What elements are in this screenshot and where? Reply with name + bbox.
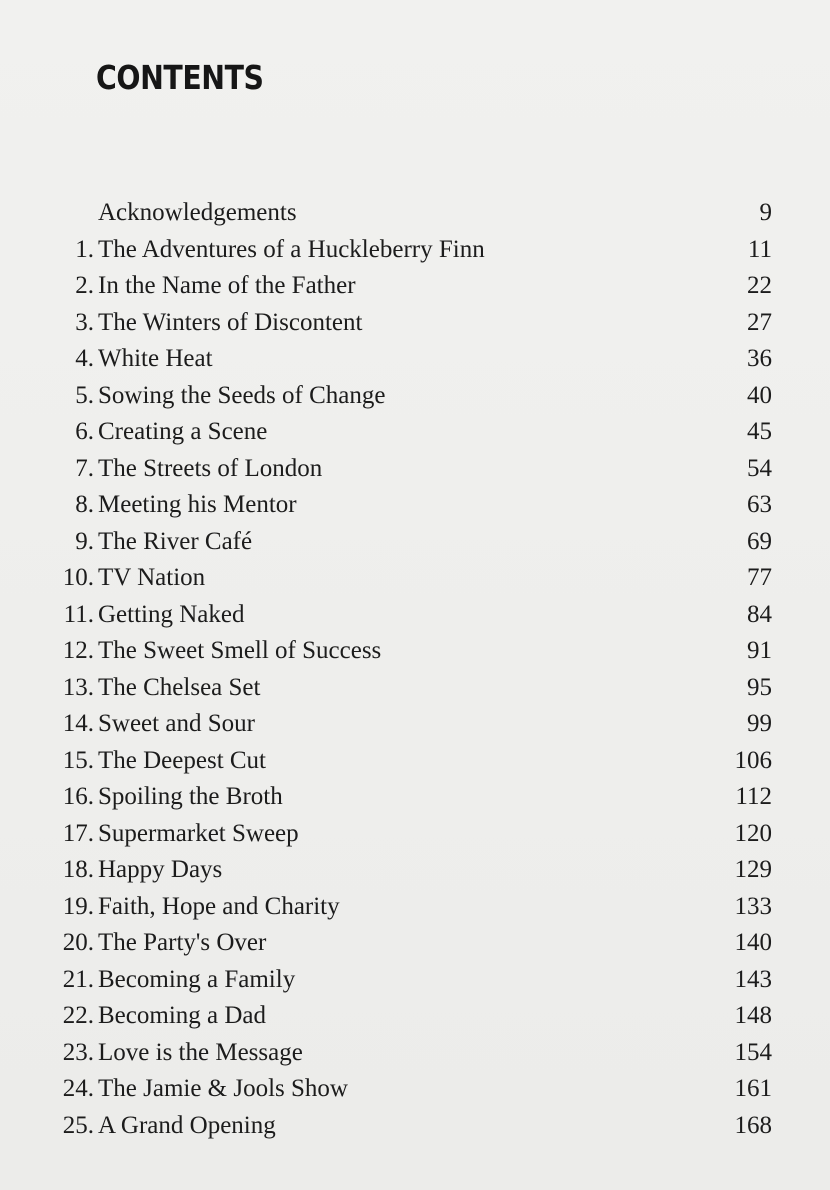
chapter-title: The Streets of London (98, 454, 323, 482)
toc-entry (0, 817, 830, 851)
chapter-title: The Chelsea Set (98, 673, 261, 701)
toc-entry (0, 306, 830, 340)
toc-entry (0, 488, 830, 522)
chapter-title: TV Nation (98, 564, 206, 591)
chapter-number: 5. (75, 381, 94, 409)
page-number: 45 (747, 418, 772, 445)
page-number: 77 (747, 564, 772, 591)
page-number: 120 (734, 819, 772, 847)
page-number: 54 (747, 454, 772, 482)
page-number: 154 (734, 1038, 772, 1066)
chapter-number: 18. (62, 856, 94, 883)
toc-entry (0, 598, 830, 632)
chapter-title: Supermarket Sweep (98, 819, 299, 847)
chapter-title: Love is the Message (98, 1038, 303, 1066)
chapter-title: The Party's Over (98, 929, 267, 956)
chapter-number: 13. (62, 673, 94, 701)
toc-entry (0, 561, 830, 595)
chapter-number: 21. (62, 965, 94, 993)
contents-heading: CONTENTS (96, 58, 264, 97)
chapter-title: Sweet and Sour (98, 710, 255, 737)
chapter-number: 11. (63, 600, 94, 628)
toc-entry (0, 999, 830, 1033)
chapter-title: Acknowledgements (98, 199, 297, 226)
toc-entry (0, 890, 830, 924)
chapter-title: Spoiling the Broth (98, 783, 283, 810)
chapter-number: 14. (62, 710, 94, 737)
toc-entry (0, 342, 830, 376)
chapter-title: Happy Days (98, 856, 223, 883)
toc-entry (0, 379, 830, 413)
page-number: 63 (747, 491, 772, 518)
page-number: 168 (734, 1111, 772, 1139)
page-number: 36 (747, 345, 772, 372)
toc-entry (0, 744, 830, 778)
page-number: 129 (734, 856, 772, 883)
toc-entry (0, 671, 830, 705)
chapter-number: 1. (75, 235, 94, 263)
chapter-number: 17. (62, 819, 94, 847)
page-number: 69 (747, 527, 772, 555)
page-number: 84 (747, 600, 772, 628)
page-number: 112 (735, 783, 772, 810)
page-number: 22 (747, 272, 772, 299)
chapter-number: 10. (62, 564, 94, 591)
page-number: 95 (747, 673, 772, 701)
page-number: 11 (747, 235, 772, 263)
toc-entry (0, 269, 830, 303)
chapter-title: Faith, Hope and Charity (98, 892, 340, 920)
chapter-number: 3. (75, 308, 94, 336)
chapter-number: 15. (62, 746, 94, 774)
page-number: 140 (734, 929, 772, 956)
toc-entry (0, 853, 830, 887)
chapter-title: A Grand Opening (98, 1111, 276, 1139)
chapter-number: 12. (62, 637, 94, 664)
toc-entry (0, 1072, 830, 1106)
page-number: 27 (747, 308, 772, 336)
page-number: 40 (747, 381, 772, 409)
chapter-number: 4. (75, 345, 94, 372)
toc-entry (0, 525, 830, 559)
chapter-title: The Jamie & Jools Show (98, 1075, 348, 1102)
toc-entry (0, 963, 830, 997)
chapter-number: 9. (75, 527, 94, 555)
page-number: 161 (734, 1075, 772, 1102)
toc-entry (0, 1036, 830, 1070)
chapter-number: 6. (75, 418, 94, 445)
chapter-title: Creating a Scene (98, 418, 268, 445)
page-number: 106 (734, 746, 772, 774)
chapter-title: Becoming a Dad (98, 1002, 267, 1029)
chapter-number: 20. (62, 929, 94, 956)
toc-entry (0, 926, 830, 960)
chapter-title: In the Name of the Father (98, 272, 356, 299)
toc-entry (0, 196, 830, 230)
page-number: 148 (734, 1002, 772, 1029)
chapter-title: The Sweet Smell of Success (98, 637, 382, 664)
page-number: 9 (759, 199, 772, 226)
chapter-title: Getting Naked (98, 600, 245, 628)
page-number: 133 (734, 892, 772, 920)
page-number: 91 (747, 637, 772, 664)
toc-entry (0, 1109, 830, 1143)
chapter-number: 24. (62, 1075, 94, 1102)
chapter-number: 19. (62, 892, 94, 920)
toc-entry (0, 634, 830, 668)
page-number: 99 (747, 710, 772, 737)
chapter-number: 23. (62, 1038, 94, 1066)
chapter-title: Sowing the Seeds of Change (98, 381, 386, 409)
chapter-title: The Deepest Cut (98, 746, 267, 774)
chapter-title: The Adventures of a Huckleberry Finn (98, 235, 485, 263)
chapter-number: 2. (75, 272, 94, 299)
chapter-title: White Heat (98, 345, 213, 372)
chapter-number: 8. (75, 491, 94, 518)
page-number: 143 (734, 965, 772, 993)
chapter-title: The River Café (98, 527, 253, 555)
chapter-number: 25. (62, 1111, 94, 1139)
toc-entry (0, 452, 830, 486)
toc-entry (0, 233, 830, 267)
chapter-title: Meeting his Mentor (98, 491, 297, 518)
chapter-title: The Winters of Discontent (98, 308, 363, 336)
toc-entry (0, 415, 830, 449)
chapter-title: Becoming a Family (98, 965, 296, 993)
chapter-number: 22. (62, 1002, 94, 1029)
chapter-number: 16. (62, 783, 94, 810)
toc-entry (0, 780, 830, 814)
toc-entry (0, 707, 830, 741)
chapter-number: 7. (75, 454, 94, 482)
